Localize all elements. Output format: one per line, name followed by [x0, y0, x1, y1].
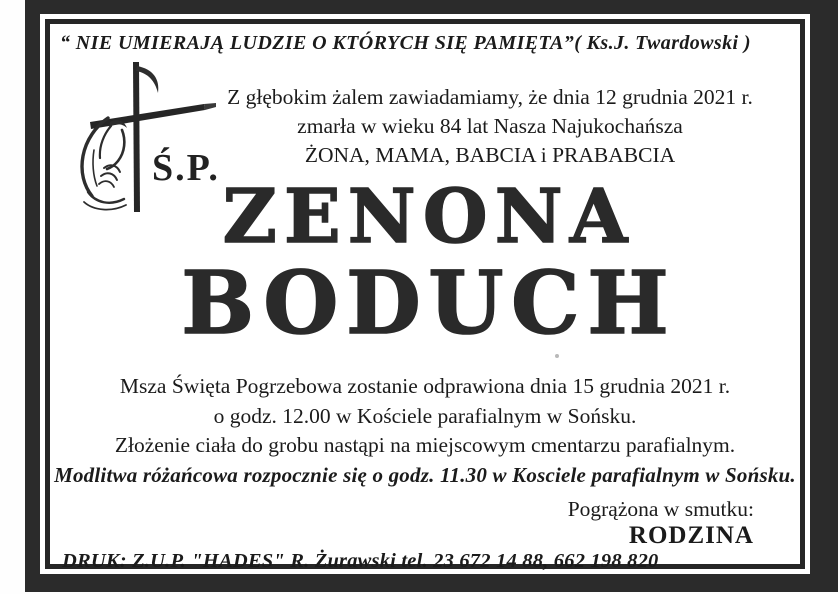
- family-signature: RODZINA: [628, 522, 754, 549]
- cross-and-mourner-svg: [64, 60, 274, 220]
- mourning-block: [50, 496, 754, 550]
- deceased-last-name: BODUCH: [181, 253, 677, 354]
- scan-noise-speck: [555, 354, 559, 358]
- announcement-line-1: Z głębokim żalem zawiadamiamy, że dnia 12 grudnia 2021 r.: [227, 85, 753, 109]
- memorial-quote: “ NIE UMIERAJĄ LUDZIE O KTÓRYCH SIĘ PAMIĘTA”( Ks.J. Twardowski ): [60, 32, 751, 54]
- outer-frame: [25, 0, 838, 592]
- funeral-details-paragraph: [50, 372, 800, 490]
- inner-frame: [45, 19, 805, 572]
- deceased-first-name: ZENONA: [222, 174, 635, 260]
- funeral-details-line-1: Msza Święta Pogrzebowa zostanie odprawiona dnia 15 grudnia 2021 r.: [119, 374, 731, 398]
- printer-credit-line: DRUK: Z.U.P. "HADES" R. Żurawski tel. 23 672 14 88, 662 198 820: [62, 550, 659, 572]
- announcement-paragraph: [190, 83, 790, 170]
- rosary-prayer-line: Modlitwa różańcowa rozpocznie się o godz. 11.30 w Kosciele parafialnym w Sońsku.: [54, 462, 796, 487]
- mourning-label: Pogrążona w smutku:: [567, 497, 754, 521]
- cross-and-mourner-icon: [64, 60, 274, 220]
- sp-abbreviation: Ś.P.: [152, 147, 220, 189]
- announcement-line-3: ŻONA, MAMA, BABCIA i PRABABCIA: [304, 143, 676, 167]
- announcement-line-2: zmarła w wieku 84 lat Nasza Najukochańsza: [297, 114, 683, 138]
- funeral-details-line-3: Złożenie ciała do grobu nastąpi na miejscowym cmentarzu parafialnym.: [114, 433, 736, 457]
- funeral-details-line-2: o godz. 12.00 w Kościele parafialnym w Sońsku.: [213, 403, 637, 428]
